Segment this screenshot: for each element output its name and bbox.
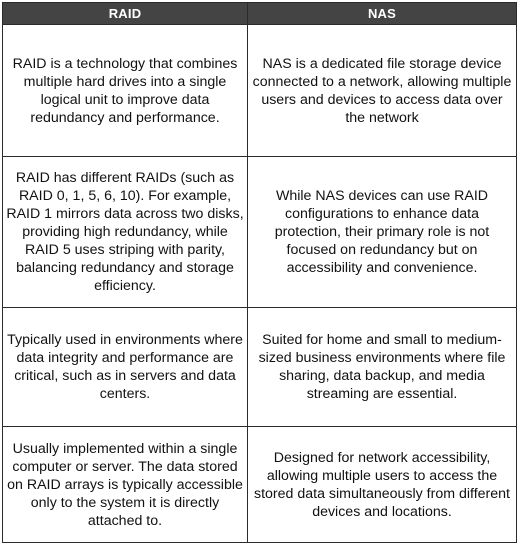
- table-row: [3, 25, 517, 157]
- header-row: [3, 3, 517, 25]
- table-row: [3, 427, 517, 543]
- table-row: [3, 157, 517, 308]
- raid-cell: Usually implemented within a single computer or server. The data stored on RAID arrays is typically accessible only to the system it is directly attached to.: [3, 427, 248, 543]
- nas-cell: NAS is a dedicated file storage device connected to a network, allowing multiple users and devices to access data over the network: [248, 25, 517, 157]
- nas-cell: While NAS devices can use RAID configurations to enhance data protection, their primary role is not focused on redundancy but on accessibility and convenience.: [248, 157, 517, 308]
- raid-cell: RAID has different RAIDs (such as RAID 0, 1, 5, 6, 10). For example, RAID 1 mirrors data across two disks, providing high redundancy, while RAID 5 uses striping with parity, balancing redundancy and storage efficiency.: [3, 157, 248, 308]
- header-raid: RAID: [3, 3, 248, 25]
- nas-cell: Designed for network accessibility, allowing multiple users to access the stored data simultaneously from different devices and locations.: [248, 427, 517, 543]
- table-row: [3, 308, 517, 427]
- header-nas: NAS: [248, 3, 517, 25]
- raid-cell: RAID is a technology that combines multiple hard drives into a single logical unit to improve data redundancy and performance.: [3, 25, 248, 157]
- comparison-table: [2, 2, 517, 543]
- nas-cell: Suited for home and small to medium-sized business environments where file sharing, data backup, and media streaming are essential.: [248, 308, 517, 427]
- raid-cell: Typically used in environments where data integrity and performance are critical, such as in servers and data centers.: [3, 308, 248, 427]
